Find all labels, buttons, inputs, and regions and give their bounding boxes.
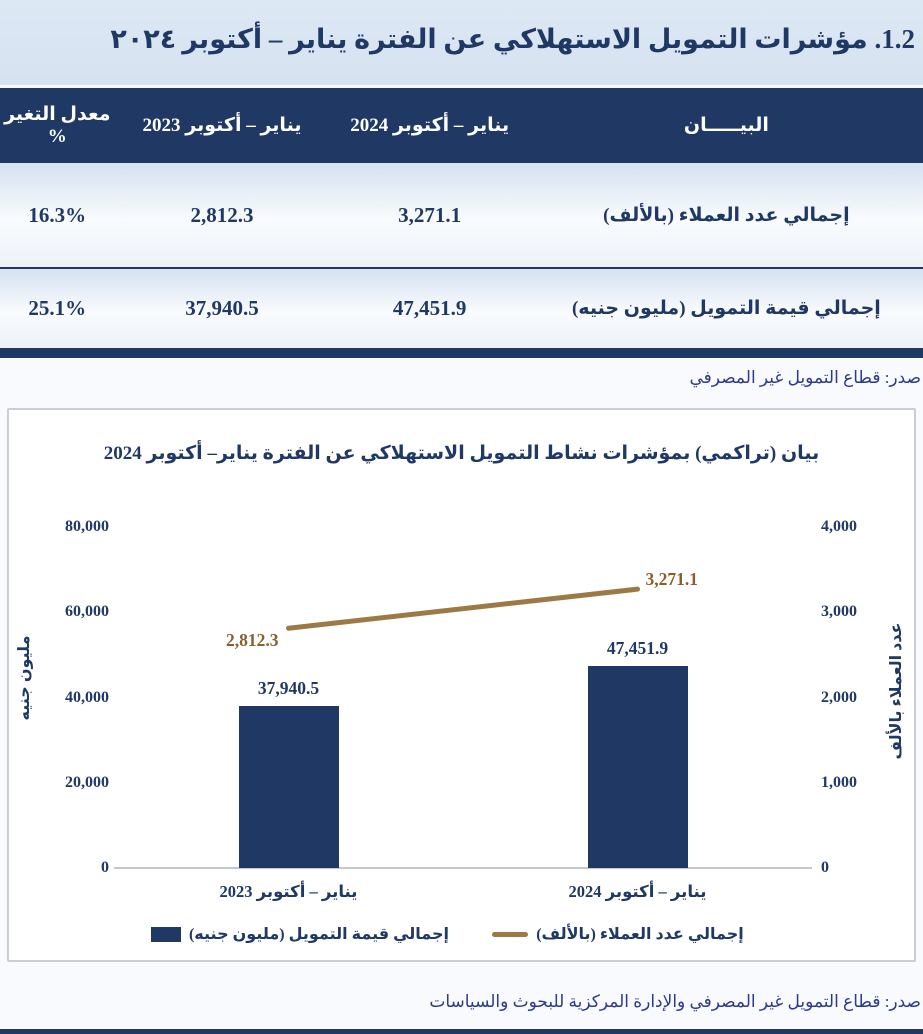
row-label: إجمالي قيمة التمويل (مليون جنيه) bbox=[571, 298, 881, 319]
table-row-customers bbox=[0, 163, 923, 267]
y-axis-tick-right: 2,000 bbox=[821, 688, 857, 706]
bottom-navy-bar bbox=[0, 1029, 923, 1034]
legend-item bbox=[150, 924, 450, 944]
legend-line-swatch bbox=[492, 932, 528, 937]
page-title-text: 1.2. مؤشرات التمويل الاستهلاكي عن الفترة يناير – أكتوبر bbox=[182, 24, 915, 54]
right-axis-title: عدد العملاء بالألف bbox=[888, 622, 905, 760]
left-axis-title: مليون جنيه bbox=[16, 635, 33, 721]
row-value-2023: 37,940.5 bbox=[185, 296, 259, 320]
col-header-change: معدل التغير % bbox=[4, 104, 111, 147]
row-value-2023: 2,812.3 bbox=[190, 202, 254, 227]
bar-value-label: 37,940.5 bbox=[257, 678, 320, 699]
y-axis-tick-right: 1,000 bbox=[821, 773, 857, 791]
table-bottom-bar bbox=[0, 348, 923, 358]
y-axis-tick-left: 20,000 bbox=[65, 773, 109, 791]
line-series bbox=[9, 410, 918, 964]
legend-bar-swatch bbox=[151, 927, 181, 942]
row-value-2024: 47,451.9 bbox=[392, 296, 467, 320]
y-axis-tick-left: 80,000 bbox=[65, 518, 109, 535]
page-source: صدر: قطاع التمويل غير المصرفي والإدارة المركزية للبحوث والسياسات bbox=[429, 992, 921, 1011]
y-axis-tick-left: 60,000 bbox=[65, 603, 109, 621]
y-axis-tick-left: 40,000 bbox=[65, 688, 109, 706]
row-label: إجمالي عدد العملاء (بالألف) bbox=[603, 204, 850, 226]
row-value-change: 16.3% bbox=[28, 202, 87, 227]
page-title bbox=[0, 0, 923, 85]
y-axis-tick-right: 3,000 bbox=[821, 603, 857, 621]
x-category-label: يناير – أكتوبر 2024 bbox=[568, 882, 707, 901]
row-value-2024: 3,271.1 bbox=[398, 202, 462, 227]
table-row-financing bbox=[0, 269, 923, 348]
bar-value-label: 47,451.9 bbox=[606, 637, 669, 658]
line-value-label: 2,812.3 bbox=[226, 630, 279, 651]
summary-table bbox=[0, 88, 923, 358]
chart-title: بيان (تراكمي) بمؤشرات نشاط التمويل الاستهلاكي عن الفترة يناير– أكتوبر 2024 bbox=[103, 443, 820, 464]
col-header-2024: يناير – أكتوبر 2024 bbox=[350, 115, 510, 136]
table-header-row bbox=[0, 88, 923, 163]
col-header-2023: يناير – أكتوبر 2023 bbox=[142, 115, 302, 136]
x-category-label: يناير – أكتوبر 2023 bbox=[219, 882, 358, 901]
legend-label: إجمالي عدد العملاء (بالألف) bbox=[536, 926, 744, 943]
col-header-statement: البيـــــان bbox=[683, 115, 769, 136]
y-axis-tick-left: 0 bbox=[101, 859, 109, 876]
page-title-year: ٢٠٢٤ bbox=[110, 24, 177, 54]
legend-item bbox=[468, 924, 768, 944]
row-value-change: 25.1% bbox=[28, 296, 87, 320]
table-source: صدر: قطاع التمويل غير المصرفي bbox=[689, 368, 921, 387]
line-value-label: 3,271.1 bbox=[645, 569, 698, 590]
chart-card bbox=[7, 408, 916, 962]
y-axis-tick-right: 0 bbox=[821, 859, 829, 876]
legend-label: إجمالي قيمة التمويل (مليون جنيه) bbox=[188, 926, 450, 943]
y-axis-tick-right: 4,000 bbox=[821, 518, 857, 535]
